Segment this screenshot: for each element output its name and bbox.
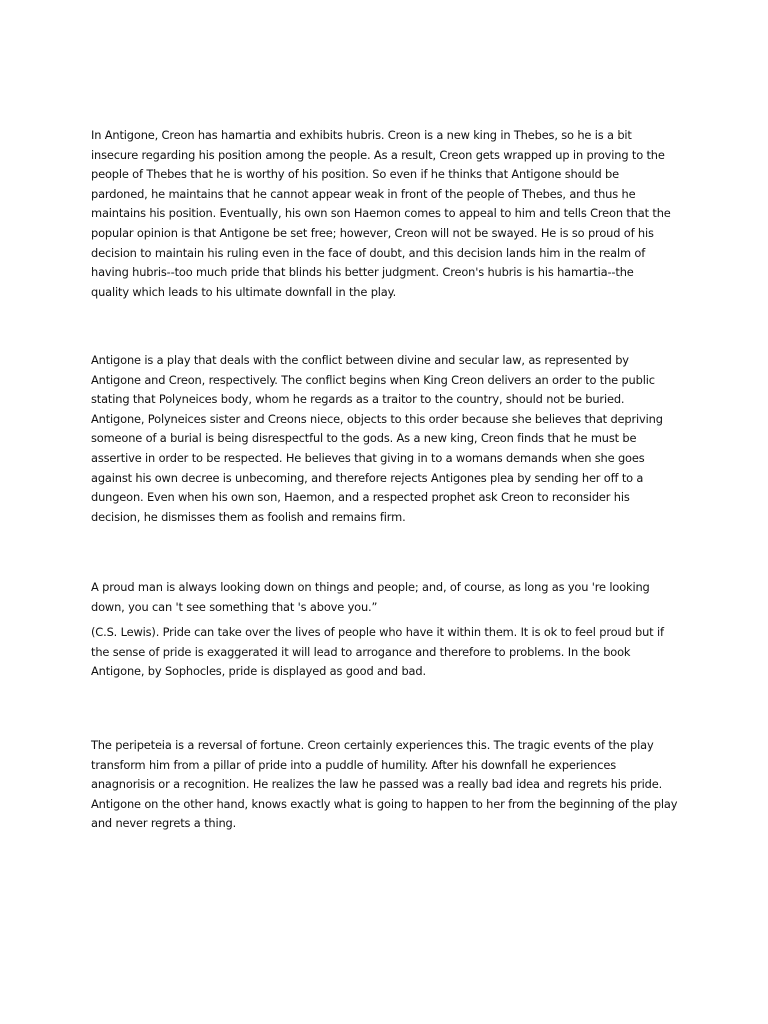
paragraph-pride: (C.S. Lewis). Pride can take over the lives of people who have it within them. It is ok to feel proud but if the sense of pride is exaggerated it will lead to arrogance and therefore to problems. In the book Antigone, by Sophocles, pride is displayed as good and bad. (91, 625, 664, 679)
paragraph-quote: A proud man is always looking down on things and people; and, of course, as long as you 're looking down, you can 't see something that 's above you.” (91, 580, 650, 614)
paragraph-peripeteia: The peripeteia is a reversal of fortune. Creon certainly experiences this. The tragic events of the play transform him from a pillar of pride into a puddle of humility. After his downfall he experiences anagnorisis or a recognition. He realizes the law he passed was a really bad idea and regrets his pride. Antigone on the other hand, knows exactly what is going to happen to her from the beginning of the play and never regrets a thing. (91, 738, 678, 831)
paragraph-divine-secular-law: Antigone is a play that deals with the conflict between divine and secular law, as represented by Antigone and Creon, respectively. The conflict begins when King Creon delivers an order to the public stating that Polyneices body, whom he regards as a traitor to the country, should not be buried. Antigone, Polyneices sister and Creons niece, objects to this order because she believes that depriving someone of a burial is being disrespectful to the gods. As a new king, Creon finds that he must be assertive in order to be respected. He believes that giving in to a womans demands when she goes against his own decree is unbecoming, and therefore rejects Antigones plea by sending her off to a dungeon. Even when his own son, Haemon, and a respected prophet ask Creon to reconsider his decision, he dismisses them as foolish and remains firm. (91, 353, 663, 524)
paragraph-hubris: In Antigone, Creon has hamartia and exhibits hubris. Creon is a new king in Thebes, so he is a bit insecure regarding his position among the people. As a result, Creon gets wrapped up in proving to the people of Thebes that he is worthy of his position. So even if he thinks that Antigone should be pardoned, he maintains that he cannot appear weak in front of the people of Thebes, and thus he maintains his position. Eventually, his own son Haemon comes to appeal to him and tells Creon that the popular opinion is that Antigone be set free; however, Creon will not be swayed. He is so proud of his decision to maintain his ruling even in the face of doubt, and this decision lands him in the realm of having hubris--too much pride that blinds his better judgment. Creon's hubris is his hamartia--the quality which leads to his ultimate downfall in the play. (91, 128, 671, 299)
